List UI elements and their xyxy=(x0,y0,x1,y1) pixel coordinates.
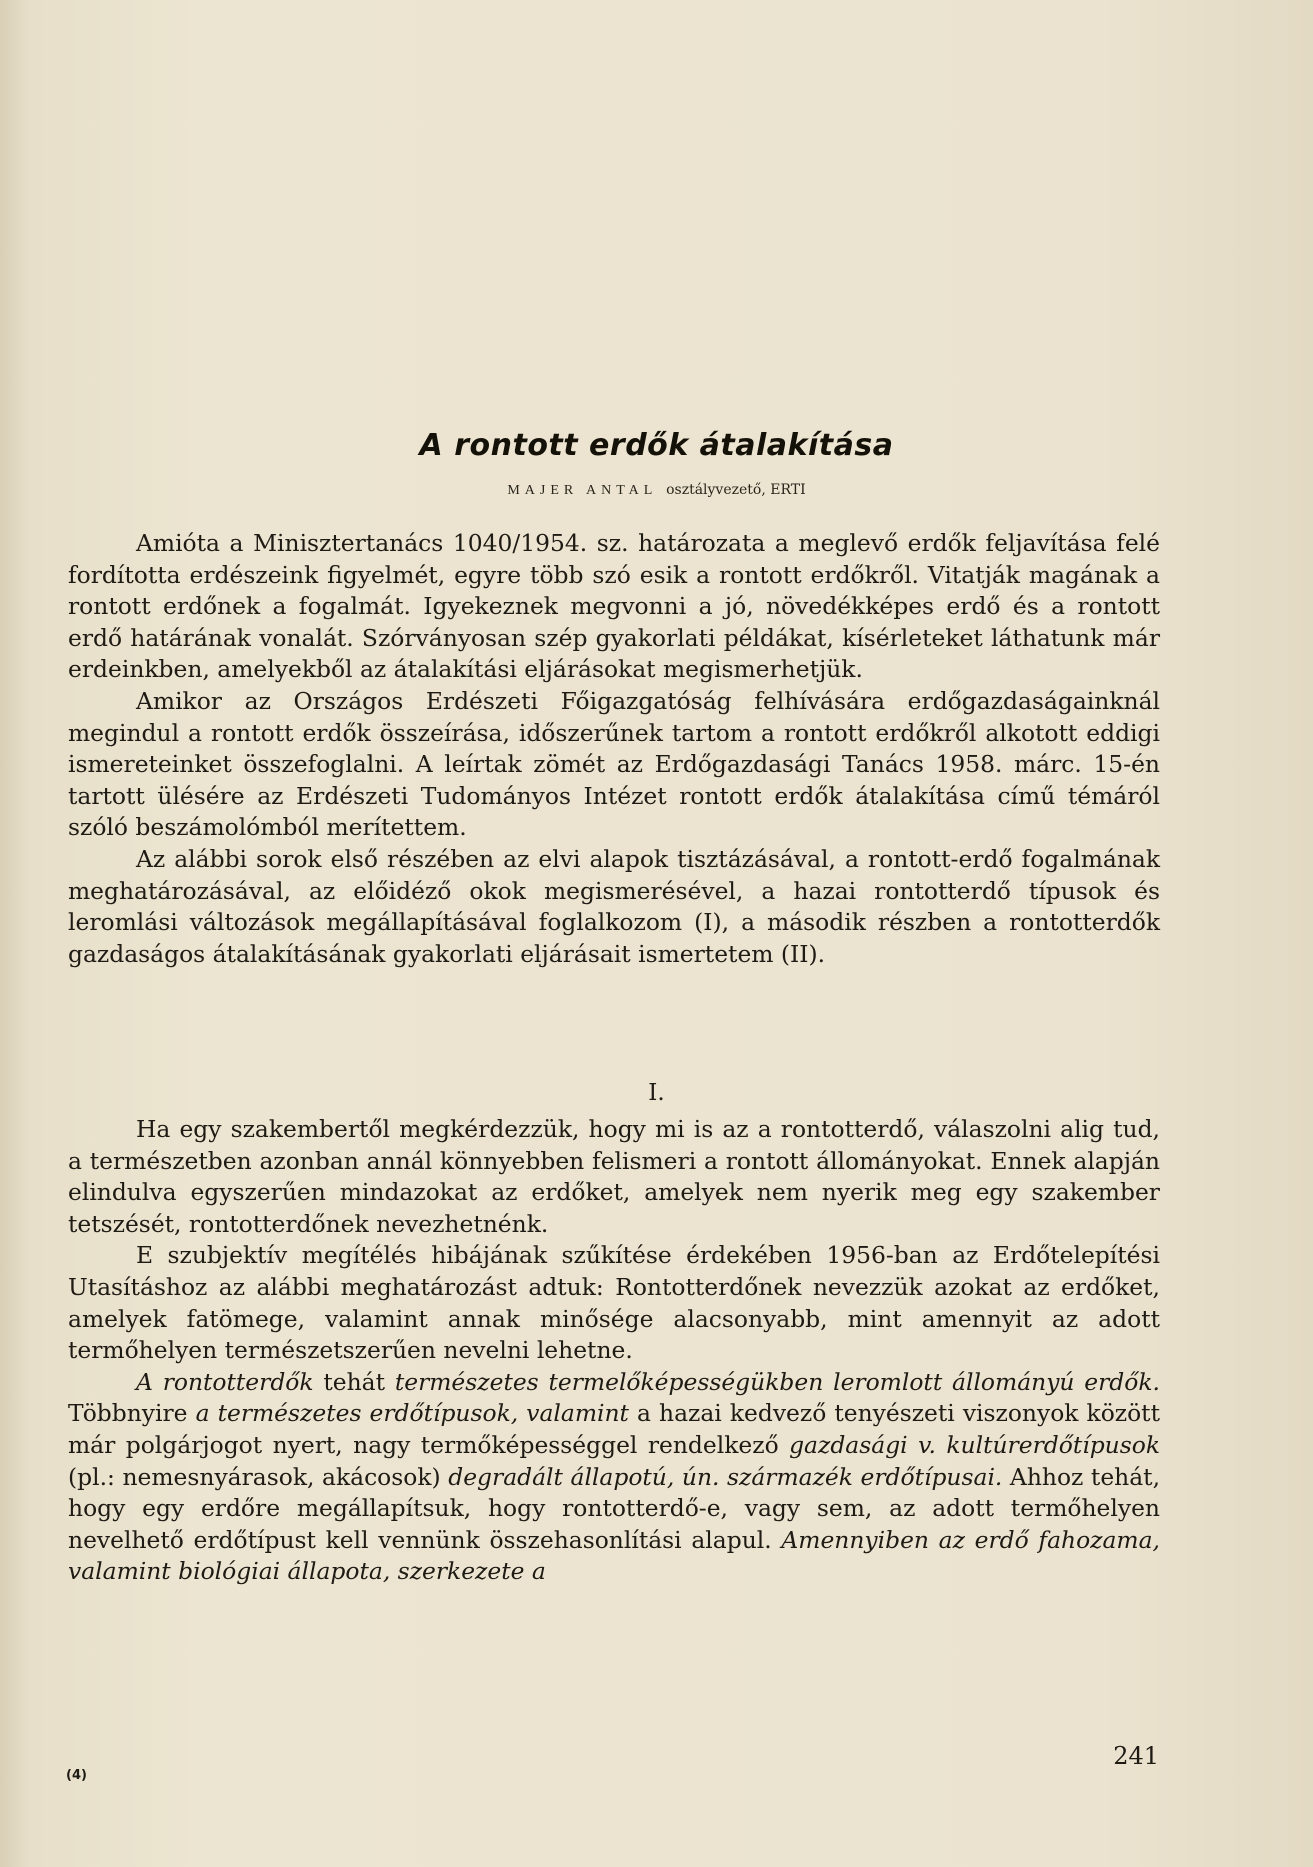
section-paragraph-1: Ha egy szakembertől megkérdezzük, hogy mi is az a rontotterdő, válaszolni alig tud, a természetben azonban annál könnyebben felismeri a rontott állományokat. Ennek alapján elindulva egyszerűen mindazokat az erdőket, amelyek nem nyerik meg egy szakember tetszését, rontotterdőnek nevezhetnénk. xyxy=(68,1115,1160,1238)
author-role: osztályvezető, ERTI xyxy=(666,482,806,498)
page-number: 241 xyxy=(1113,1742,1159,1770)
author-name: MAJER ANTAL xyxy=(507,483,658,498)
emphasis-text: gazdasági v. kultúrerdőtípusok xyxy=(789,1430,1160,1459)
signature-mark: (4) xyxy=(66,1768,87,1783)
section-paragraph-2: E szubjektív megítélés hibájának szűkítése érdekében 1956-ban az Erdőtelepítési Utasításhoz az alábbi meghatározást adtuk: Rontotterdőnek nevezzük azokat az erdőket, amelyek fatömege, valamint annak minősége alacsonyabb, mint amennyit az adott termőhelyen természetszerűen nevelni lehetne. xyxy=(68,1241,1160,1365)
article-title: A rontott erdők átalakítása xyxy=(419,428,894,463)
article-byline xyxy=(0,480,1313,499)
paragraph-text: (pl.: nemesnyárasok, akácosok) xyxy=(68,1462,449,1491)
paragraph-text: tehát xyxy=(313,1367,395,1396)
intro-paragraph-2: Amikor az Országos Erdészeti Főigazgatóság felhívására erdőgazdaságainknál megindul a rontott erdők összeírása, időszerűnek tartom a rontott erdőkről alkotott eddigi ismereteinket összefoglalni. A leírtak zömét az Erdőgazdasági Tanács 1958. márc. 15-én tartott ülésére az Erdészeti Tudományos Intézet rontott erdők átalakítása című témáról szóló beszámolómból merítettem. xyxy=(68,686,1160,842)
emphasis-text: természetes termelőképességükben leromlott állományú erdők. xyxy=(394,1367,1160,1396)
section-heading: I. xyxy=(648,1080,665,1106)
section-one xyxy=(68,1114,1160,1588)
emphasis-text: Amennyiben az erdő fahozama, valamint biológiai állapota, szerkezete a xyxy=(68,1525,1160,1586)
intro-section xyxy=(68,528,1160,970)
emphasis-text: degradált állapotú, ún. származék erdőtípusai. xyxy=(448,1462,1003,1491)
intro-paragraph-1: Amióta a Minisztertanács 1040/1954. sz. határozata a meglevő erdők feljavítása felé fordította erdészeink figyelmét, egyre több szó esik a rontott erdőkről. Vitatják magának a rontott erdőnek a fogalmát. Igyekeznek megvonni a jó, növedékképes erdő és a rontott erdő határának vonalát. Szórványosan szép gyakorlati példákat, kísérleteket láthatunk már erdeinkben, amelyekből az átalakítási eljárásokat megismerhetjük. xyxy=(68,529,1160,684)
paragraph-text: Ahhoz tehát, hogy egy erdőre megállapítsuk, hogy rontotterdő-e, vagy sem, az adott termőhelyen nevelhető erdőtípust kell vennünk összehasonlítási alapul. xyxy=(68,1462,1161,1554)
emphasis-text: a természetes erdőtípusok, valamint xyxy=(195,1399,629,1428)
section-paragraph-3 xyxy=(68,1367,1160,1588)
paragraph-text: a hazai kedvező tenyészeti viszonyok között már polgárjogot nyert, nagy termőképességgel rendelkező xyxy=(68,1399,1160,1459)
intro-paragraph-3: Az alábbi sorok első részében az elvi alapok tisztázásával, a rontott-erdő fogalmának meghatározásával, az előidéző okok megismerésével, a hazai rontotterdő típusok és leromlási változások megállapításával foglalkozom (I), a második részben a rontotterdők gazdaságos átalakításának gyakorlati eljárásait ismertetem (II). xyxy=(68,844,1160,968)
emphasis-text: A rontotterdők xyxy=(136,1367,314,1396)
paragraph-text: Többnyire xyxy=(68,1399,196,1428)
